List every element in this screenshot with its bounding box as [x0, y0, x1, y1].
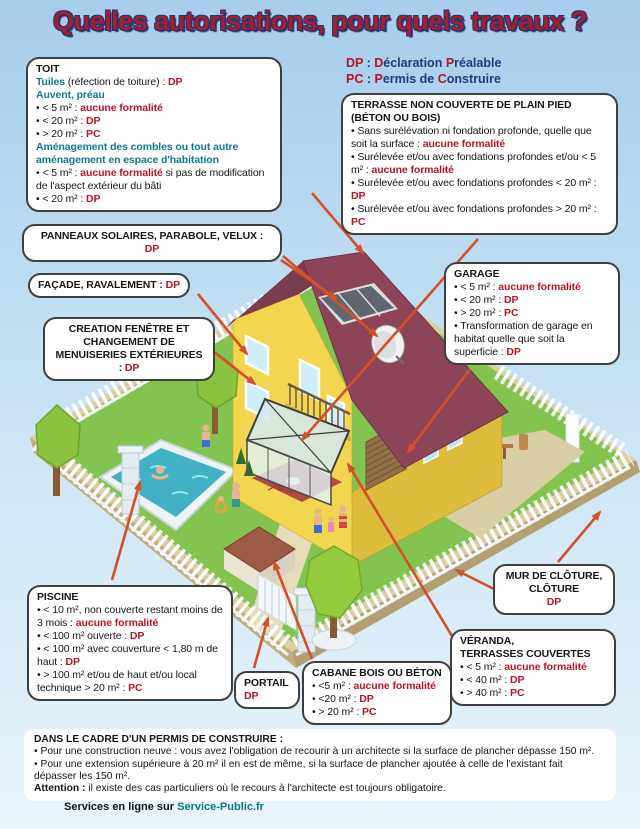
text-segment: DP	[86, 193, 101, 206]
text-line	[460, 674, 606, 687]
text-segment: PC	[128, 682, 143, 695]
text-segment: Tuiles	[36, 76, 65, 89]
text-segment: P	[374, 71, 383, 86]
text-segment: DP	[546, 596, 562, 609]
text-segment: • Surélevée et/ou avec fondations profondes et/ou < 5 m² :	[351, 151, 597, 177]
text-segment: GARAGE	[454, 268, 500, 280]
text-segment: Services en ligne sur	[64, 801, 178, 813]
text-segment: DP	[346, 56, 364, 70]
permit-note-panel	[24, 729, 616, 801]
text-line	[36, 193, 272, 206]
text-segment: • < 5 m² :	[460, 661, 505, 674]
text-segment: • < 5 m² :	[36, 102, 81, 115]
text-line	[503, 570, 605, 596]
footer-services-link	[64, 801, 264, 813]
text-line	[460, 648, 606, 661]
text-segment: DP	[65, 656, 80, 669]
text-segment: DP	[144, 243, 160, 256]
text-line	[503, 596, 605, 609]
text-segment: CREATION FENÊTRE ET CHANGEMENT DE MENUISERIES EXTÉRIEURES :	[55, 323, 203, 375]
text-line	[36, 102, 272, 115]
text-line	[37, 630, 223, 643]
text-segment: D	[374, 56, 384, 70]
callout-garage	[444, 262, 620, 365]
text-line	[36, 76, 272, 89]
text-line	[351, 203, 608, 229]
text-segment: • < 20 m² :	[36, 115, 87, 128]
text-line	[351, 125, 608, 151]
text-segment: PC	[510, 687, 525, 700]
text-segment: • < 100 m² ouverte :	[37, 630, 130, 643]
text-line	[244, 677, 290, 690]
text-line	[34, 783, 606, 795]
text-line	[32, 243, 272, 256]
text-line	[36, 89, 272, 102]
text-segment: aucune formalité	[498, 281, 581, 294]
callout-toit	[26, 57, 282, 212]
callout-creation-fenetre	[43, 317, 215, 381]
text-segment: • < 20 m² :	[36, 193, 87, 206]
text-line	[454, 307, 610, 320]
text-segment: • > 20 m² :	[312, 706, 363, 719]
text-line	[351, 151, 608, 177]
text-line	[36, 128, 272, 141]
text-segment: Auvent, préau	[36, 89, 105, 102]
text-segment: DP	[129, 630, 145, 643]
text-segment: • Pour une construction neuve : vous avez l'obligation de recourir à un architecte si la surface de plancher dépasse 150 m².	[34, 746, 595, 758]
text-line	[312, 693, 442, 706]
text-line	[34, 746, 606, 758]
callout-piscine	[27, 585, 233, 701]
text-segment: DP	[510, 674, 525, 687]
text-segment: aucune formalité	[504, 661, 587, 674]
callout-panneaux-solaires	[22, 224, 282, 262]
text-line	[346, 56, 501, 72]
text-segment: Aménagement des combles ou tout autre aménagement en espace d'habitation	[36, 141, 239, 167]
text-segment: PC	[362, 706, 377, 719]
text-segment: DP	[504, 294, 519, 307]
text-segment: TERRASSE NON COUVERTE DE PLAIN PIED (BÉTON OU BOIS)	[351, 99, 572, 125]
text-line	[32, 230, 272, 243]
text-segment: aucune formalité	[80, 102, 163, 115]
text-line	[37, 591, 223, 604]
text-line	[36, 167, 272, 193]
text-segment: PC	[346, 71, 364, 86]
text-segment: • Surélevée et/ou avec fondations profondes < 20 m² :	[351, 177, 597, 190]
text-line	[34, 759, 606, 784]
text-line	[244, 690, 290, 703]
text-line	[36, 141, 272, 167]
page-title: Quelles autorisations, pour quels travaux ?	[53, 6, 587, 36]
text-line	[454, 294, 610, 307]
text-segment: • > 100 m² et/ou de haut et/ou local technique > 20 m² :	[37, 669, 197, 695]
text-segment: aucune formalité	[80, 167, 163, 180]
text-segment: • < 10 m², non couverte restant moins de 3 mois :	[37, 604, 223, 630]
text-segment: aucune formalité	[371, 164, 454, 177]
text-segment: :	[363, 71, 375, 86]
text-segment: (réfection de toiture) :	[64, 76, 168, 89]
text-segment: aucune formalité	[422, 138, 506, 151]
text-line	[346, 72, 501, 88]
text-segment: FAÇADE, RAVALEMENT :	[38, 279, 166, 291]
callout-facade	[28, 273, 190, 298]
text-segment: Service-Public.fr	[177, 801, 264, 813]
text-segment: PC	[86, 128, 101, 141]
text-segment: • < 5 m² :	[454, 281, 499, 294]
text-line	[351, 99, 608, 125]
text-line	[36, 63, 272, 76]
arrow-mur-1	[456, 570, 494, 589]
text-line	[460, 635, 606, 648]
text-segment: DP	[124, 362, 140, 375]
text-line	[36, 115, 272, 128]
text-segment: P	[445, 56, 455, 70]
text-segment: éclaration	[383, 56, 446, 70]
text-segment: PISCINE	[37, 591, 79, 603]
text-segment: DP	[506, 346, 521, 359]
text-line	[454, 281, 610, 294]
text-segment: • < 40 m² :	[460, 674, 511, 687]
text-segment: • > 20 m² :	[36, 128, 87, 141]
text-segment: PANNEAUX SOLAIRES, PARABOLE, VELUX :	[40, 230, 264, 242]
text-segment: • Surélevée et/ou avec fondations profondes > 20 m² :	[351, 203, 597, 216]
text-segment: DP	[165, 279, 180, 291]
callout-terrasse	[341, 93, 618, 235]
text-segment: MUR DE CLÔTURE, CLÔTURE	[505, 570, 603, 596]
text-segment: PORTAIL	[244, 677, 289, 689]
text-segment: onstruire	[446, 71, 501, 86]
text-segment: • > 40 m² :	[460, 687, 511, 700]
text-segment: si pas de modification de l'aspect extérieur du bâti	[36, 167, 265, 193]
text-line	[38, 279, 180, 292]
text-segment: TERRASSES COUVERTES	[460, 648, 591, 661]
text-line	[34, 734, 606, 746]
text-segment: • <5 m² :	[312, 680, 354, 693]
text-segment: DP	[359, 693, 374, 706]
text-segment: • < 20 m² :	[454, 294, 505, 307]
text-segment: :	[363, 56, 375, 70]
text-line	[53, 323, 205, 375]
text-line	[37, 669, 223, 695]
text-segment: PC	[351, 216, 366, 229]
callout-veranda	[450, 629, 616, 706]
text-line	[454, 268, 610, 281]
text-segment: Attention :	[34, 783, 86, 795]
text-line	[37, 604, 223, 630]
text-line	[312, 706, 442, 719]
text-segment: • Pour une extension supérieure à 20 m² il en est de même, si la surface de plancher ajoutée à celle de l'existant fait dépasser les 150 m².	[34, 758, 563, 783]
text-line	[351, 177, 608, 203]
text-segment: • < 100 m² avec couverture < 1,80 m de haut :	[37, 643, 218, 669]
text-segment: TOIT	[36, 63, 60, 75]
text-segment: PC	[504, 307, 519, 320]
text-segment: il existe des cas particuliers où le recours à l'architecte est toujours obligatoire.	[85, 783, 446, 795]
text-line	[312, 667, 442, 680]
callout-cabane	[302, 661, 452, 725]
text-segment: • Transformation de garage en habitat quelle que soit la superficie :	[454, 320, 593, 359]
text-line	[312, 680, 442, 693]
text-segment: ermis de	[382, 71, 438, 86]
text-segment: • < 5 m² :	[36, 167, 81, 180]
callout-mur-cloture	[493, 564, 615, 615]
legend	[346, 56, 501, 87]
text-segment: DP	[244, 690, 259, 703]
text-segment: aucune formalité	[75, 617, 159, 630]
text-line	[64, 801, 264, 813]
text-line	[37, 643, 223, 669]
text-line	[454, 320, 610, 359]
arrow-mur-2	[558, 512, 600, 562]
text-segment: DP	[168, 76, 183, 89]
text-segment: • <20 m² :	[312, 693, 360, 706]
text-segment: aucune formalité	[353, 680, 436, 693]
text-segment: DP	[86, 115, 101, 128]
text-segment: DP	[351, 190, 366, 203]
text-line	[460, 661, 606, 674]
text-segment: VÉRANDA,	[460, 635, 515, 647]
text-line	[460, 687, 606, 700]
text-segment: CABANE BOIS OU BÉTON	[312, 667, 442, 679]
callout-portail	[234, 671, 300, 709]
text-segment: • Sans surélévation ni fondation profonde, quelle que soit la surface :	[351, 125, 592, 151]
stone-pillar	[118, 446, 143, 514]
text-segment: • > 20 m² :	[454, 307, 505, 320]
text-segment: C	[437, 71, 447, 86]
text-segment: DANS LE CADRE D'UN PERMIS DE CONSTRUIRE :	[34, 734, 284, 745]
text-segment: réalable	[454, 56, 502, 70]
